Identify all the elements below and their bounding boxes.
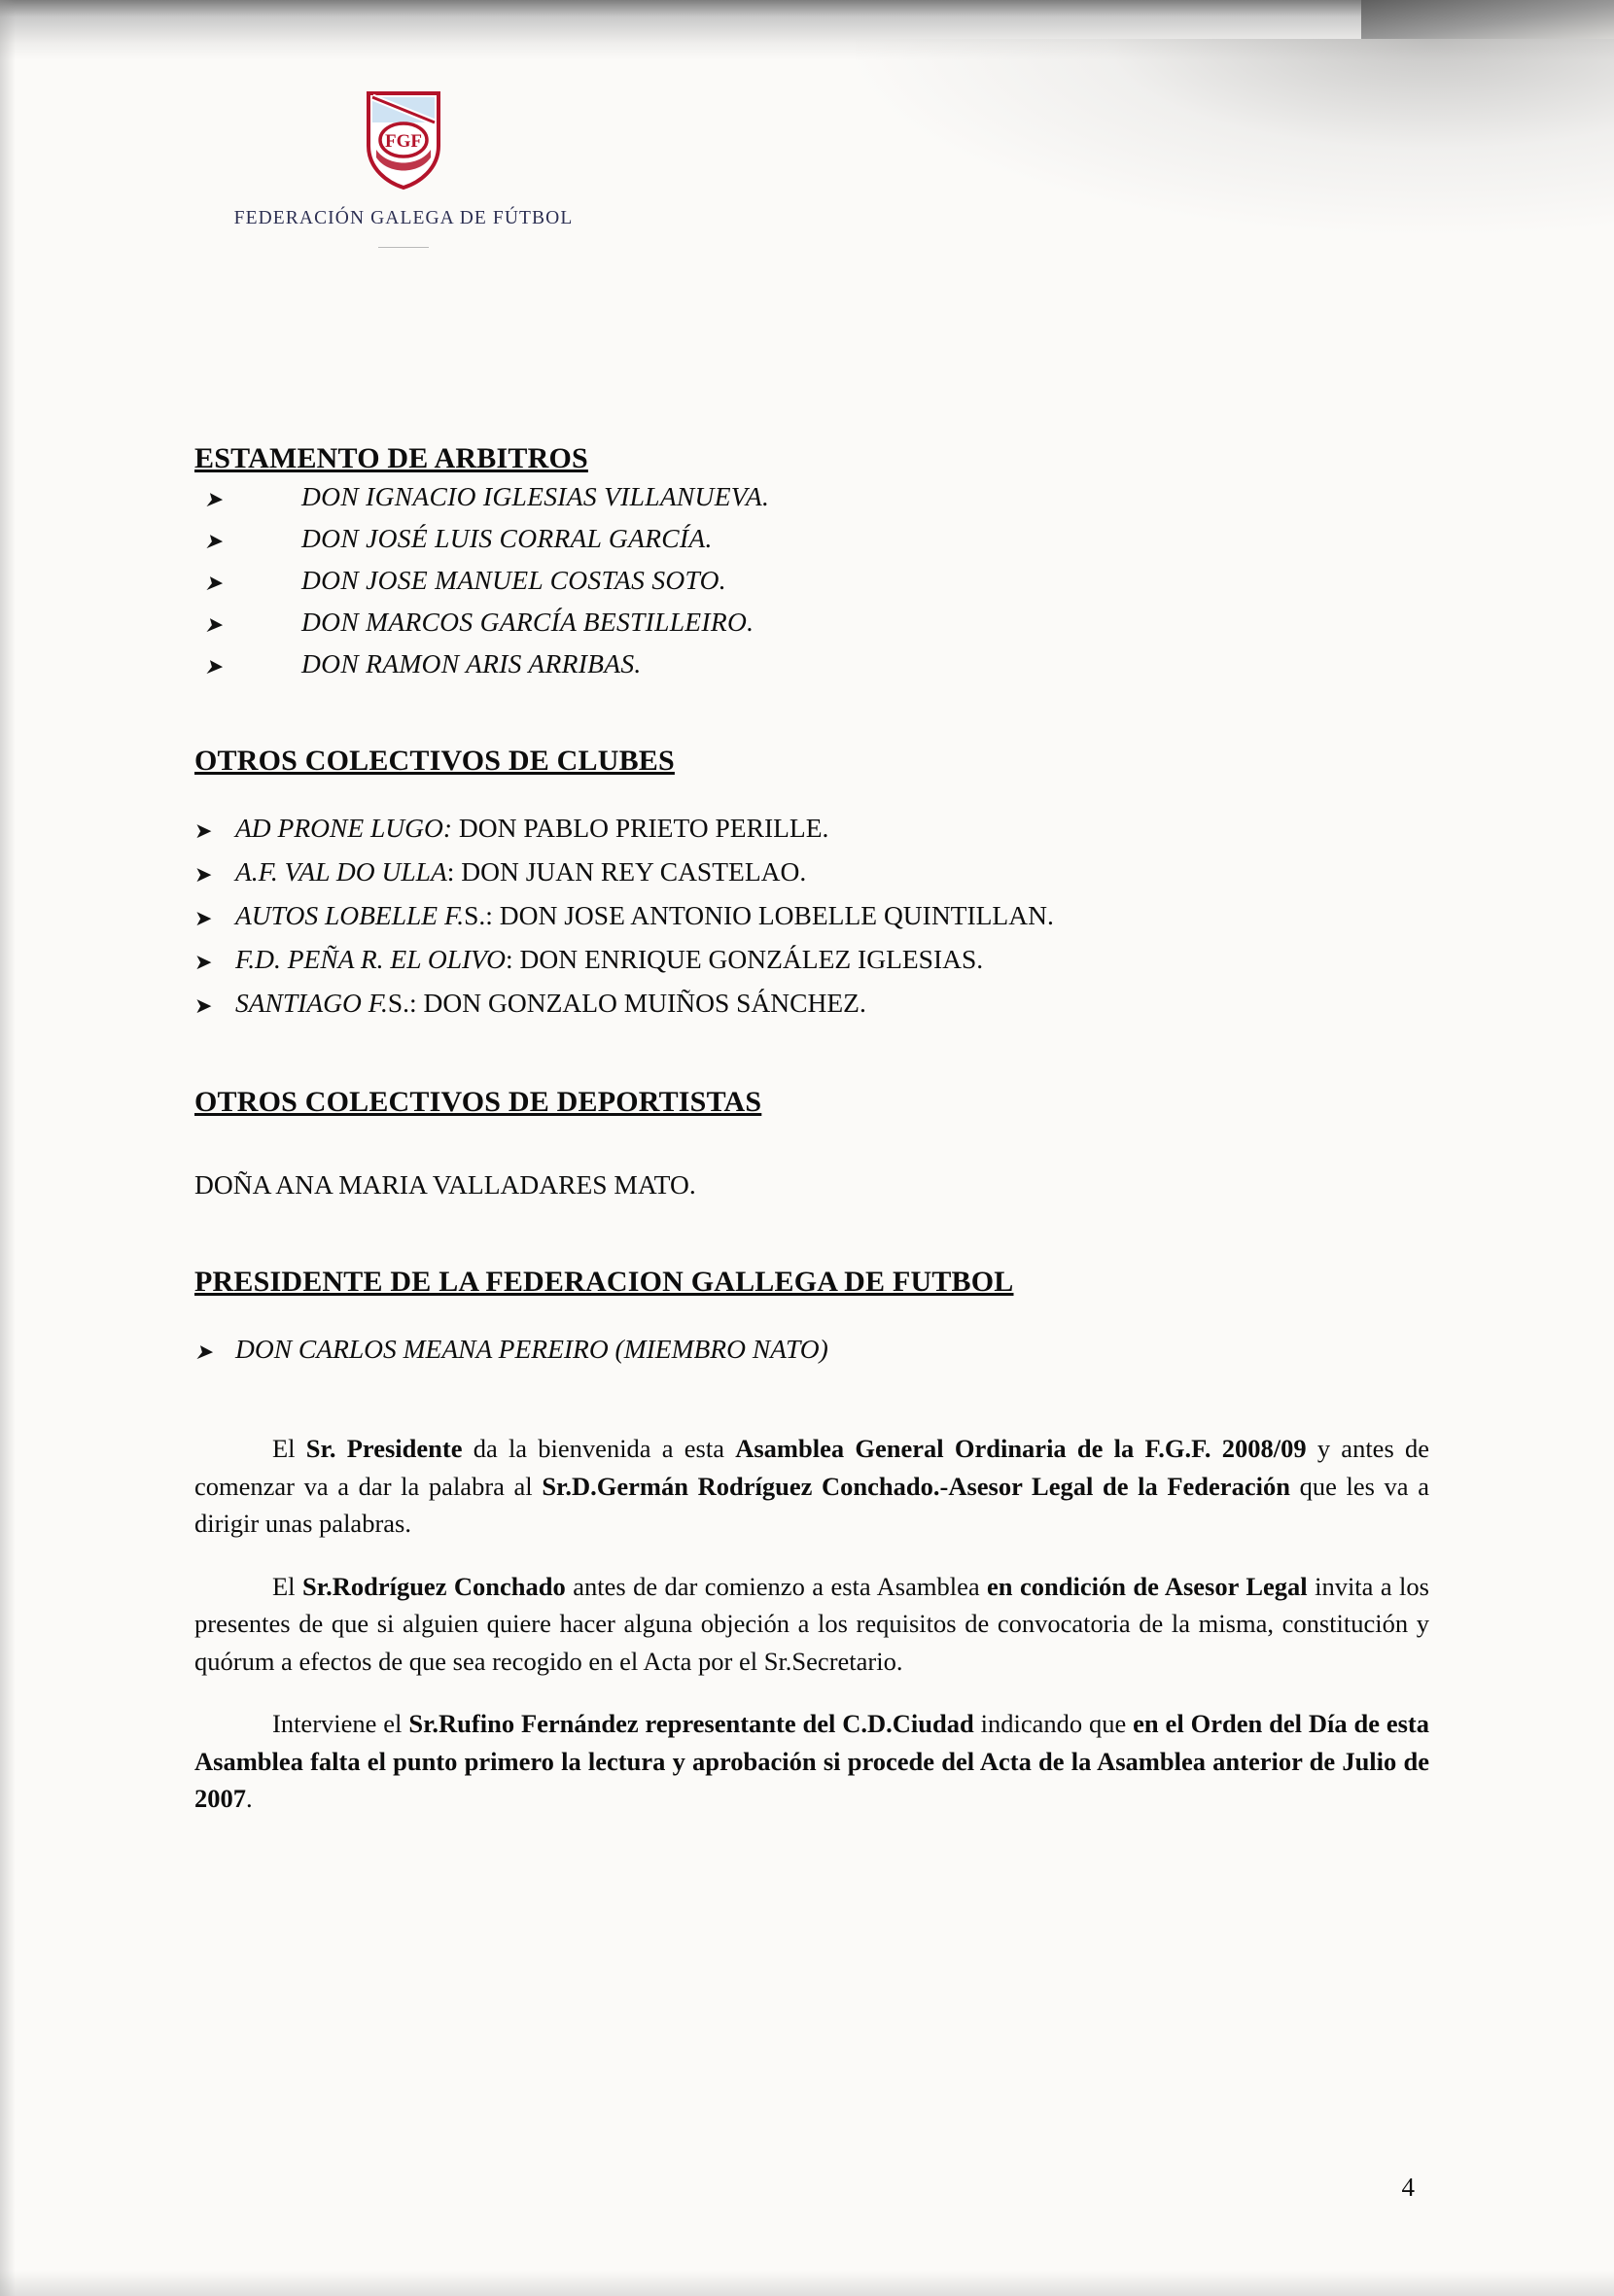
arrow-bullet-icon: ➤: [194, 1339, 213, 1364]
arrow-bullet-icon: ➤: [194, 818, 213, 843]
presidente-name: DON CARLOS MEANA PEREIRO (MIEMBRO NATO): [235, 1334, 828, 1364]
list-item: [194, 807, 1429, 849]
list-clubes: [194, 807, 1429, 1024]
list-arbitros: [194, 475, 1429, 684]
spacer: [194, 1299, 1429, 1328]
club-representative: S.: DON GONZALO MUIÑOS SÁNCHEZ.: [387, 988, 866, 1018]
presidente-item: [194, 1328, 1429, 1370]
spacer: [194, 1026, 1429, 1086]
arrow-bullet-icon: ➤: [194, 862, 213, 887]
arrow-bullet-icon: ➤: [204, 529, 223, 553]
scan-shadow-curve: [856, 39, 1614, 233]
arrow-bullet-icon: ➤: [194, 993, 213, 1018]
text-run: .: [246, 1784, 253, 1813]
arrow-bullet-icon: ➤: [194, 906, 213, 930]
text-run: Interviene el: [272, 1709, 409, 1738]
spacer: [194, 778, 1429, 807]
club-name: A.F. VAL DO ULLA: [235, 856, 447, 887]
heading-presidente-federacion: PRESIDENTE DE LA FEDERACION GALLEGA DE FUTBOL: [194, 1266, 1014, 1298]
text-run: que les va a dirigir unas palabras.: [194, 1471, 1429, 1538]
spacer: [194, 1370, 1429, 1430]
arrow-bullet-icon: ➤: [194, 950, 213, 974]
spacer: [194, 684, 1429, 745]
club-representative: S.: DON JOSE ANTONIO LOBELLE QUINTILLAN.: [464, 900, 1054, 930]
list-item-label: DON RAMON ARIS ARRIBAS.: [301, 648, 642, 678]
text-run-bold: Sr. Presidente: [305, 1434, 463, 1463]
heading-otros-colectivos-clubes: OTROS COLECTIVOS DE CLUBES: [194, 745, 675, 777]
text-run: El: [272, 1434, 306, 1463]
spacer: [194, 1205, 1429, 1266]
list-item: [194, 517, 1429, 559]
list-item: [194, 601, 1429, 643]
club-representative: : DON ENRIQUE GONZÁLEZ IGLESIAS.: [506, 944, 984, 974]
page-number: 4: [1401, 2173, 1415, 2202]
list-item: [194, 475, 1429, 517]
text-run: indicando que: [973, 1709, 1134, 1738]
list-item: [194, 559, 1429, 601]
paragraph-asesor-legal: [194, 1568, 1429, 1681]
text-run-bold: Sr.D.Germán Rodríguez Conchado.-Asesor Legal de la Federación: [542, 1471, 1290, 1501]
list-item: [194, 938, 1429, 980]
text-run: da la bienvenida a esta: [462, 1434, 736, 1463]
list-item-label: DON JOSE MANUEL COSTAS SOTO.: [301, 565, 726, 595]
arrow-bullet-icon: ➤: [204, 654, 223, 678]
heading-otros-colectivos-deportistas: OTROS COLECTIVOS DE DEPORTISTAS: [194, 1086, 762, 1118]
club-name: AD PRONE LUGO:: [235, 813, 453, 843]
text-run-bold: Sr.Rufino Fernández representante del C.D.Ciudad: [408, 1709, 974, 1738]
svg-text:FGF: FGF: [385, 131, 422, 152]
letterhead-divider: [378, 247, 429, 248]
list-item: [194, 894, 1429, 936]
list-item-label: DON IGNACIO IGLESIAS VILLANUEVA.: [301, 481, 770, 511]
federation-name: FEDERACIÓN GALEGA DE FÚTBOL: [233, 208, 574, 228]
list-item: [194, 982, 1429, 1024]
deportistas-representative: DOÑA ANA MARIA VALLADARES MATO.: [194, 1169, 696, 1200]
scan-shadow-corner: [1361, 0, 1614, 39]
paragraph-bienvenida: [194, 1430, 1429, 1543]
federation-crest-icon: [363, 89, 444, 191]
spacer: [194, 1119, 1429, 1164]
text-run: y antes de comenzar va a dar la palabra al: [194, 1434, 1430, 1501]
club-representative: : DON JUAN REY CASTELAO.: [446, 856, 807, 887]
document-content: [194, 442, 1429, 1843]
club-name: F.D. PEÑA R. EL OLIVO: [235, 944, 507, 974]
arrow-bullet-icon: ➤: [204, 571, 223, 595]
text-run: antes de dar comienzo a esta Asamblea: [565, 1571, 988, 1601]
list-item-label: DON JOSÉ LUIS CORRAL GARCÍA.: [301, 523, 713, 553]
list-item: [194, 851, 1429, 892]
scan-shadow-bottom: [0, 2271, 1614, 2296]
heading-estamento-arbitros: ESTAMENTO DE ARBITROS: [194, 442, 588, 474]
letterhead: [194, 89, 613, 248]
scan-shadow-left: [0, 0, 16, 2296]
arrow-bullet-icon: ➤: [204, 612, 223, 637]
text-run: invita a los presentes de que si alguien quiere hacer alguna objeción a los requisitos de convocatoria de la misma, constitución y quórum a efectos de que sea recogido en el Acta por el Sr.Secretario.: [194, 1571, 1429, 1676]
arrow-bullet-icon: ➤: [204, 487, 223, 511]
club-representative: DON PABLO PRIETO PERILLE.: [452, 813, 829, 843]
list-item-label: DON MARCOS GARCÍA BESTILLEIRO.: [301, 607, 754, 637]
text-run-bold: en condición de Asesor Legal: [987, 1571, 1308, 1601]
paragraph-intervencion-rufino: [194, 1705, 1429, 1818]
text-run-bold: Sr.Rodríguez Conchado: [302, 1571, 566, 1601]
text-run: El: [272, 1571, 302, 1601]
list-item: [194, 643, 1429, 684]
club-name: SANTIAGO F.: [235, 988, 388, 1018]
text-run-bold: en el Orden del Día de esta Asamblea falta el punto primero la lectura y aprobación si procede del Acta de la Asamblea anterior de Julio de 2007: [194, 1709, 1430, 1813]
text-run-bold: Asamblea General Ordinaria de la F.G.F. 2008/09: [735, 1434, 1307, 1463]
club-name: AUTOS LOBELLE F.: [235, 900, 465, 930]
